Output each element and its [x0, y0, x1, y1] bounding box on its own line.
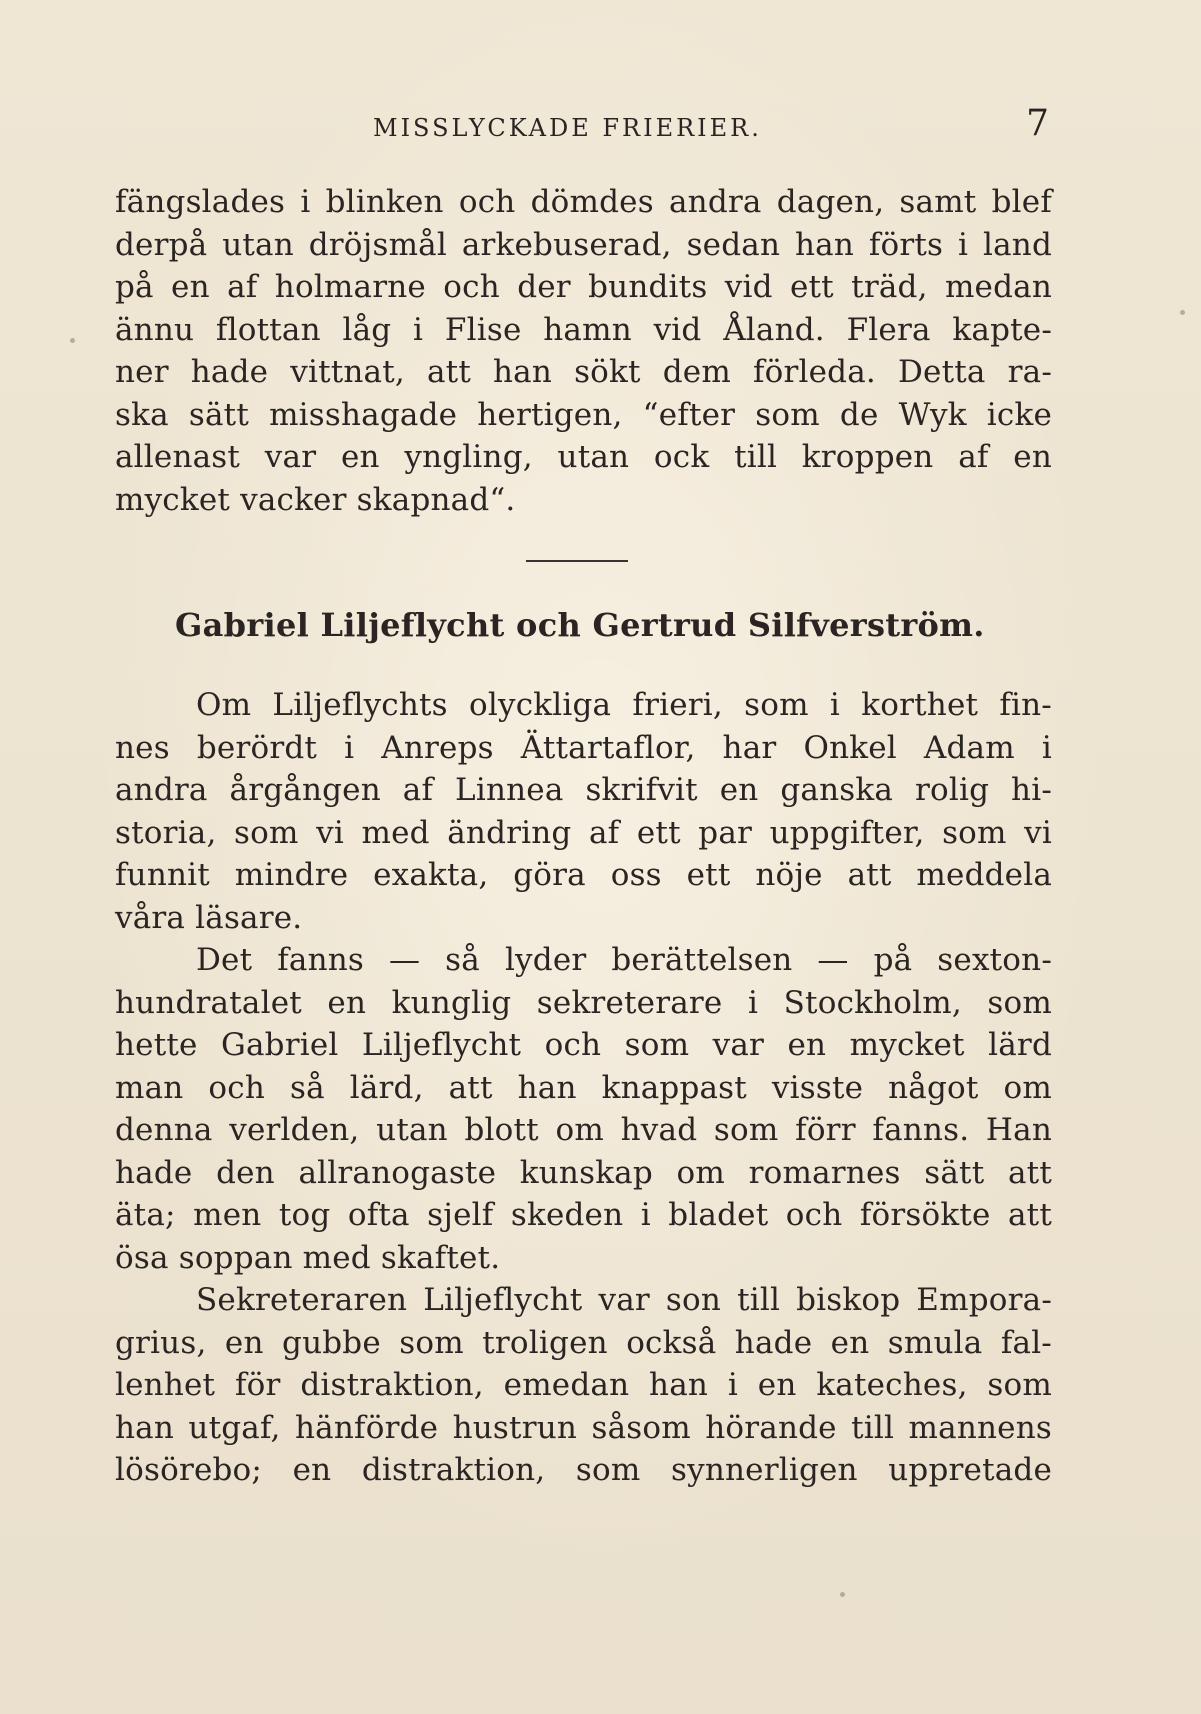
paper-speck [840, 1592, 845, 1597]
paper-speck [70, 338, 75, 343]
chapter-body [115, 684, 1052, 1492]
text-line: lenhet för distraktion, emedan han i en kateches, som [115, 1367, 1052, 1403]
text-line: Sekreteraren Liljeflycht var son till biskop Empora- [196, 1282, 1052, 1318]
text-line: han utgaf, hänförde hustrun såsom hörande till mannens [115, 1409, 1052, 1446]
text-line: Om Liljeflychts olyckliga frieri, som i korthet fin- [196, 687, 1052, 723]
text-line: mycket vacker skapnad“. [115, 481, 516, 518]
text-line: denna verlden, utan blott om hvad som förr fanns. Han [115, 1112, 1052, 1148]
text-line: nes berördt i Anreps Ättartaflor, har Onkel Adam i [115, 729, 1052, 766]
text-line: fängslades i blinken och dömdes andra dagen, samt blef [115, 184, 1052, 220]
text-line: allenast var en yngling, utan ock till kroppen af en [115, 439, 1052, 475]
text-line: grius, en gubbe som troligen också hade en smula fal- [115, 1324, 1052, 1361]
section-separator [526, 560, 628, 562]
page-header [115, 103, 1055, 148]
page-number: 7 [1026, 103, 1049, 144]
text-line: ännu flottan låg i Flise hamn vid Åland. Flera kapte- [115, 311, 1052, 348]
text-line: andra årgången af Linnea skrifvit en ganska rolig hi- [115, 772, 1052, 808]
text-line: derpå utan dröjsmål arkebuserad, sedan han förts i land [115, 226, 1052, 263]
text-line: hundratalet en kunglig sekreterare i Stockholm, som [115, 984, 1052, 1021]
running-title: MISSLYCKADE FRIERIER. [373, 114, 762, 142]
text-line: våra läsare. [115, 899, 303, 936]
paragraph-execution [115, 181, 1052, 521]
text-line: på en af holmarne och der bundits vid ett träd, medan [115, 269, 1052, 305]
text-line: ösa soppan med skaftet. [115, 1239, 501, 1276]
text-line: äta; men tog ofta sjelf skeden i bladet och försökte att [115, 1197, 1052, 1233]
text-line: Det fanns — så lyder berättelsen — på sexton- [196, 942, 1052, 978]
text-line: ska sätt misshagade hertigen, “efter som de Wyk icke [115, 396, 1052, 433]
text-line: ner hade vittnat, att han sökt dem förleda. Detta ra- [115, 354, 1052, 390]
text-line: hette Gabriel Liljeflycht och som var en mycket lärd [115, 1027, 1052, 1063]
paper-speck [1180, 310, 1185, 315]
text-line: funnit mindre exakta, göra oss ett nöje att meddela [115, 857, 1052, 893]
chapter-heading: Gabriel Liljeflycht och Gertrud Silfverström. [175, 606, 985, 644]
text-line: man och så lärd, att han knappast visste något om [115, 1069, 1052, 1106]
text-line: storia, som vi med ändring af ett par uppgifter, som vi [115, 814, 1052, 851]
text-line: lösörebo; en distraktion, som synnerligen uppretade [115, 1452, 1052, 1488]
text-line: hade den allranogaste kunskap om romarnes sätt att [115, 1154, 1052, 1191]
